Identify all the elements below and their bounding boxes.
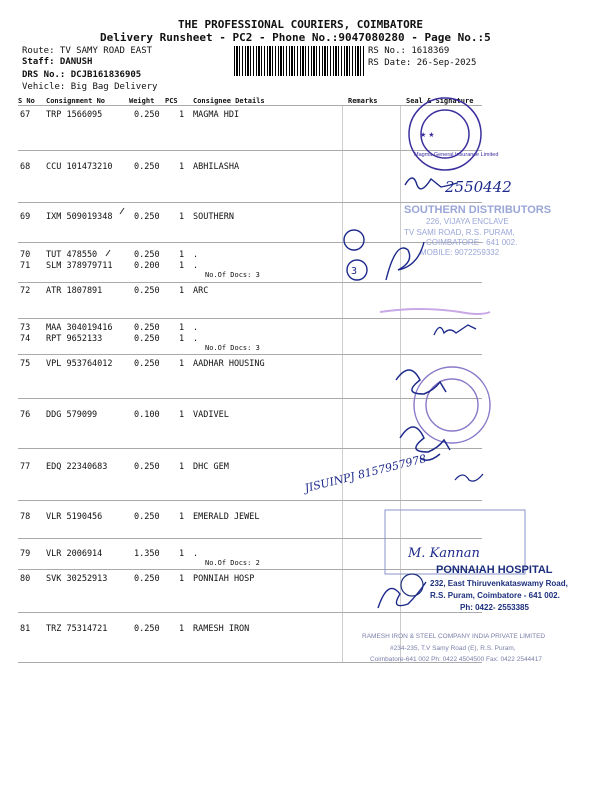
svg-text:3: 3 bbox=[351, 266, 358, 277]
row-consignment: ATR 1807891 bbox=[46, 286, 103, 296]
row-sno: 69 bbox=[20, 212, 31, 222]
row-weight: 0.250 bbox=[134, 334, 160, 344]
magma-seal bbox=[409, 98, 481, 170]
row-pcs: 1 bbox=[179, 334, 185, 344]
svg-text:★ ★: ★ ★ bbox=[420, 132, 435, 139]
vehicle-label: Vehicle: Big Bag Delivery bbox=[22, 82, 158, 92]
handwritten-name-row80: M. Kannan bbox=[408, 546, 480, 561]
row-consignee: AADHAR HOUSING bbox=[193, 359, 265, 369]
row-pcs: 1 bbox=[179, 410, 185, 420]
row-sno: 67 bbox=[20, 110, 31, 120]
row-sno: 81 bbox=[20, 624, 31, 634]
hospital-stamp-phone: Ph: 0422- 2553385 bbox=[460, 603, 529, 612]
row-consignee: PONNIAH HOSP bbox=[193, 574, 255, 584]
row-consignment: SLM 378979711 bbox=[46, 261, 113, 271]
row-sno: 68 bbox=[20, 162, 31, 172]
row-consignment: TRZ 75314721 bbox=[46, 624, 108, 634]
row-weight: 0.250 bbox=[134, 110, 160, 120]
magma-seal-text: Magma General Insurance Limited bbox=[414, 152, 499, 158]
row-consignment: EDQ 22340683 bbox=[46, 462, 108, 472]
row-pcs: 1 bbox=[179, 512, 185, 522]
row-sno: 75 bbox=[20, 359, 31, 369]
ramesh-iron-stamp bbox=[362, 633, 545, 663]
hospital-stamp-addr2: R.S. Puram, Coimbatore - 641 002. bbox=[430, 591, 560, 600]
company-title: THE PROFESSIONAL COURIERS, COIMBATORE bbox=[178, 18, 424, 31]
row-sno: 71 bbox=[20, 261, 31, 271]
handwritten-number-row68: 2550442 bbox=[445, 178, 512, 196]
row-consignee: . bbox=[193, 250, 199, 260]
row-pcs: 1 bbox=[179, 110, 185, 120]
row-consignment: MAA 304019416 bbox=[46, 323, 113, 333]
col-consignee: Consignee Details bbox=[193, 97, 265, 105]
row-sno: 77 bbox=[20, 462, 31, 472]
row-sno: 74 bbox=[20, 334, 31, 344]
row-consignment: VLR 2006914 bbox=[46, 549, 103, 559]
row-consignee: . bbox=[193, 261, 199, 271]
drs-label: DRS No.: DCJB161836905 bbox=[22, 70, 142, 80]
row-consignee: . bbox=[193, 334, 199, 344]
signature-row80 bbox=[378, 582, 426, 608]
row-pcs: 1 bbox=[179, 323, 185, 333]
route-label: Route: TV SAMY ROAD EAST bbox=[22, 46, 153, 56]
southern-stamp bbox=[404, 204, 551, 257]
row-docs-note: No.Of Docs: 3 bbox=[205, 344, 260, 352]
row-sno: 73 bbox=[20, 323, 31, 333]
signature-row77 bbox=[455, 474, 483, 481]
row-weight: 0.250 bbox=[134, 212, 160, 222]
row-pcs: 1 bbox=[179, 212, 185, 222]
southern-stamp-name: SOUTHERN DISTRIBUTORS bbox=[404, 204, 552, 216]
row-pcs: 1 bbox=[179, 549, 185, 559]
row-weight: 0.250 bbox=[134, 162, 160, 172]
row-consignment: VPL 953764012 bbox=[46, 359, 113, 369]
southern-stamp-addr3: COIMBATORE - 641 002. bbox=[426, 238, 518, 247]
row-pcs: 1 bbox=[179, 162, 185, 172]
row-weight: 0.250 bbox=[134, 250, 160, 260]
row-consignment: SVK 30252913 bbox=[46, 574, 108, 584]
row-consignment: DDG 579099 bbox=[46, 410, 98, 420]
row-consignee: . bbox=[193, 549, 199, 559]
row-consignment: TRP 1566095 bbox=[46, 110, 103, 120]
staff-label: Staff: DANUSH bbox=[22, 57, 93, 67]
signature-rows75-76 bbox=[396, 370, 450, 460]
signature-rows70-71 bbox=[344, 230, 424, 280]
row-weight: 0.200 bbox=[134, 261, 160, 271]
row-consignment: VLR 5190456 bbox=[46, 512, 103, 522]
rs-no: RS No.: 1618369 bbox=[368, 46, 450, 56]
row-consignment: RPT 9652133 bbox=[46, 334, 103, 344]
row-pcs: 1 bbox=[179, 261, 185, 271]
col-sno: S No bbox=[18, 97, 35, 105]
row-weight: 0.250 bbox=[134, 323, 160, 333]
col-consignment: Consignment No bbox=[46, 97, 106, 105]
row-sno: 80 bbox=[20, 574, 31, 584]
row-sno: 76 bbox=[20, 410, 31, 420]
col-seal-signature: Seal & Signature bbox=[406, 97, 474, 105]
ink-smudge bbox=[380, 309, 490, 314]
row-pcs: 1 bbox=[179, 359, 185, 369]
row-consignee: VADIVEL bbox=[193, 410, 229, 420]
row-weight: 0.250 bbox=[134, 462, 160, 472]
row-consignee: RAMESH IRON bbox=[193, 624, 250, 634]
hospital-stamp bbox=[401, 564, 568, 612]
iron-stamp-line2: #234-235, T.V Samy Road (E), R.S. Puram, bbox=[390, 645, 516, 652]
hospital-stamp-addr1: 232, East Thiruvenkataswamy Road, bbox=[430, 579, 568, 588]
row-docs-note: No.Of Docs: 2 bbox=[205, 559, 260, 567]
row-consignee: ARC bbox=[193, 286, 209, 296]
row-sno: 72 bbox=[20, 286, 31, 296]
row-consignee: EMERALD JEWEL bbox=[193, 512, 260, 522]
row-consignment: CCU 101473210 bbox=[46, 162, 113, 172]
row-sno: 78 bbox=[20, 512, 31, 522]
handwritten-row77: JISUINPJ 8157957978 bbox=[303, 452, 428, 495]
tick-mark bbox=[106, 250, 110, 256]
row-sno: 70 bbox=[20, 250, 31, 260]
southern-stamp-phone: MOBILE: 9072259332 bbox=[420, 248, 500, 257]
row-pcs: 1 bbox=[179, 574, 185, 584]
tick-mark bbox=[120, 208, 124, 214]
row-consignee: . bbox=[193, 323, 199, 333]
row-weight: 0.100 bbox=[134, 410, 160, 420]
row-docs-note: No.Of Docs: 3 bbox=[205, 271, 260, 279]
col-pcs: PCS bbox=[165, 97, 178, 105]
row-consignee: MAGMA HDI bbox=[193, 110, 240, 120]
seal-row75-76 bbox=[414, 367, 490, 443]
row-pcs: 1 bbox=[179, 286, 185, 296]
southern-stamp-addr1: 226, VIJAYA ENCLAVE bbox=[426, 217, 509, 226]
row-weight: 0.250 bbox=[134, 286, 160, 296]
row-weight: 1.350 bbox=[134, 549, 160, 559]
row-weight: 0.250 bbox=[134, 359, 160, 369]
row-weight: 0.250 bbox=[134, 512, 160, 522]
row-pcs: 1 bbox=[179, 462, 185, 472]
row-pcs: 1 bbox=[179, 250, 185, 260]
row-consignee: DHC GEM bbox=[193, 462, 229, 472]
row-consignee: ABHILASHA bbox=[193, 162, 240, 172]
runsheet-subtitle: Delivery Runsheet - PC2 - Phone No.:9047080280 - Page No.:5 bbox=[100, 31, 491, 44]
southern-stamp-addr2: TV SAMI ROAD, R.S. PURAM, bbox=[404, 228, 515, 237]
col-remarks: Remarks bbox=[348, 97, 378, 105]
signature-row73 bbox=[434, 325, 476, 335]
row-consignment: IXM 509019348 bbox=[46, 212, 113, 222]
iron-stamp-line1: RAMESH IRON & STEEL COMPANY INDIA PRIVATE LIMITED bbox=[362, 633, 546, 640]
row-weight: 0.250 bbox=[134, 624, 160, 634]
row-consignee: SOUTHERN bbox=[193, 212, 234, 222]
iron-stamp-line3: Coimbatore-641 002 Ph: 0422 4504500 Fax: 0422 2544417 bbox=[370, 656, 543, 663]
row-sno: 79 bbox=[20, 549, 31, 559]
row-weight: 0.250 bbox=[134, 574, 160, 584]
row-consignment: TUT 478550 bbox=[46, 250, 98, 260]
row-pcs: 1 bbox=[179, 624, 185, 634]
hospital-stamp-name: PONNAIAH HOSPITAL bbox=[436, 564, 553, 576]
rs-date: RS Date: 26-Sep-2025 bbox=[368, 58, 477, 68]
col-weight: Weight bbox=[129, 97, 155, 105]
